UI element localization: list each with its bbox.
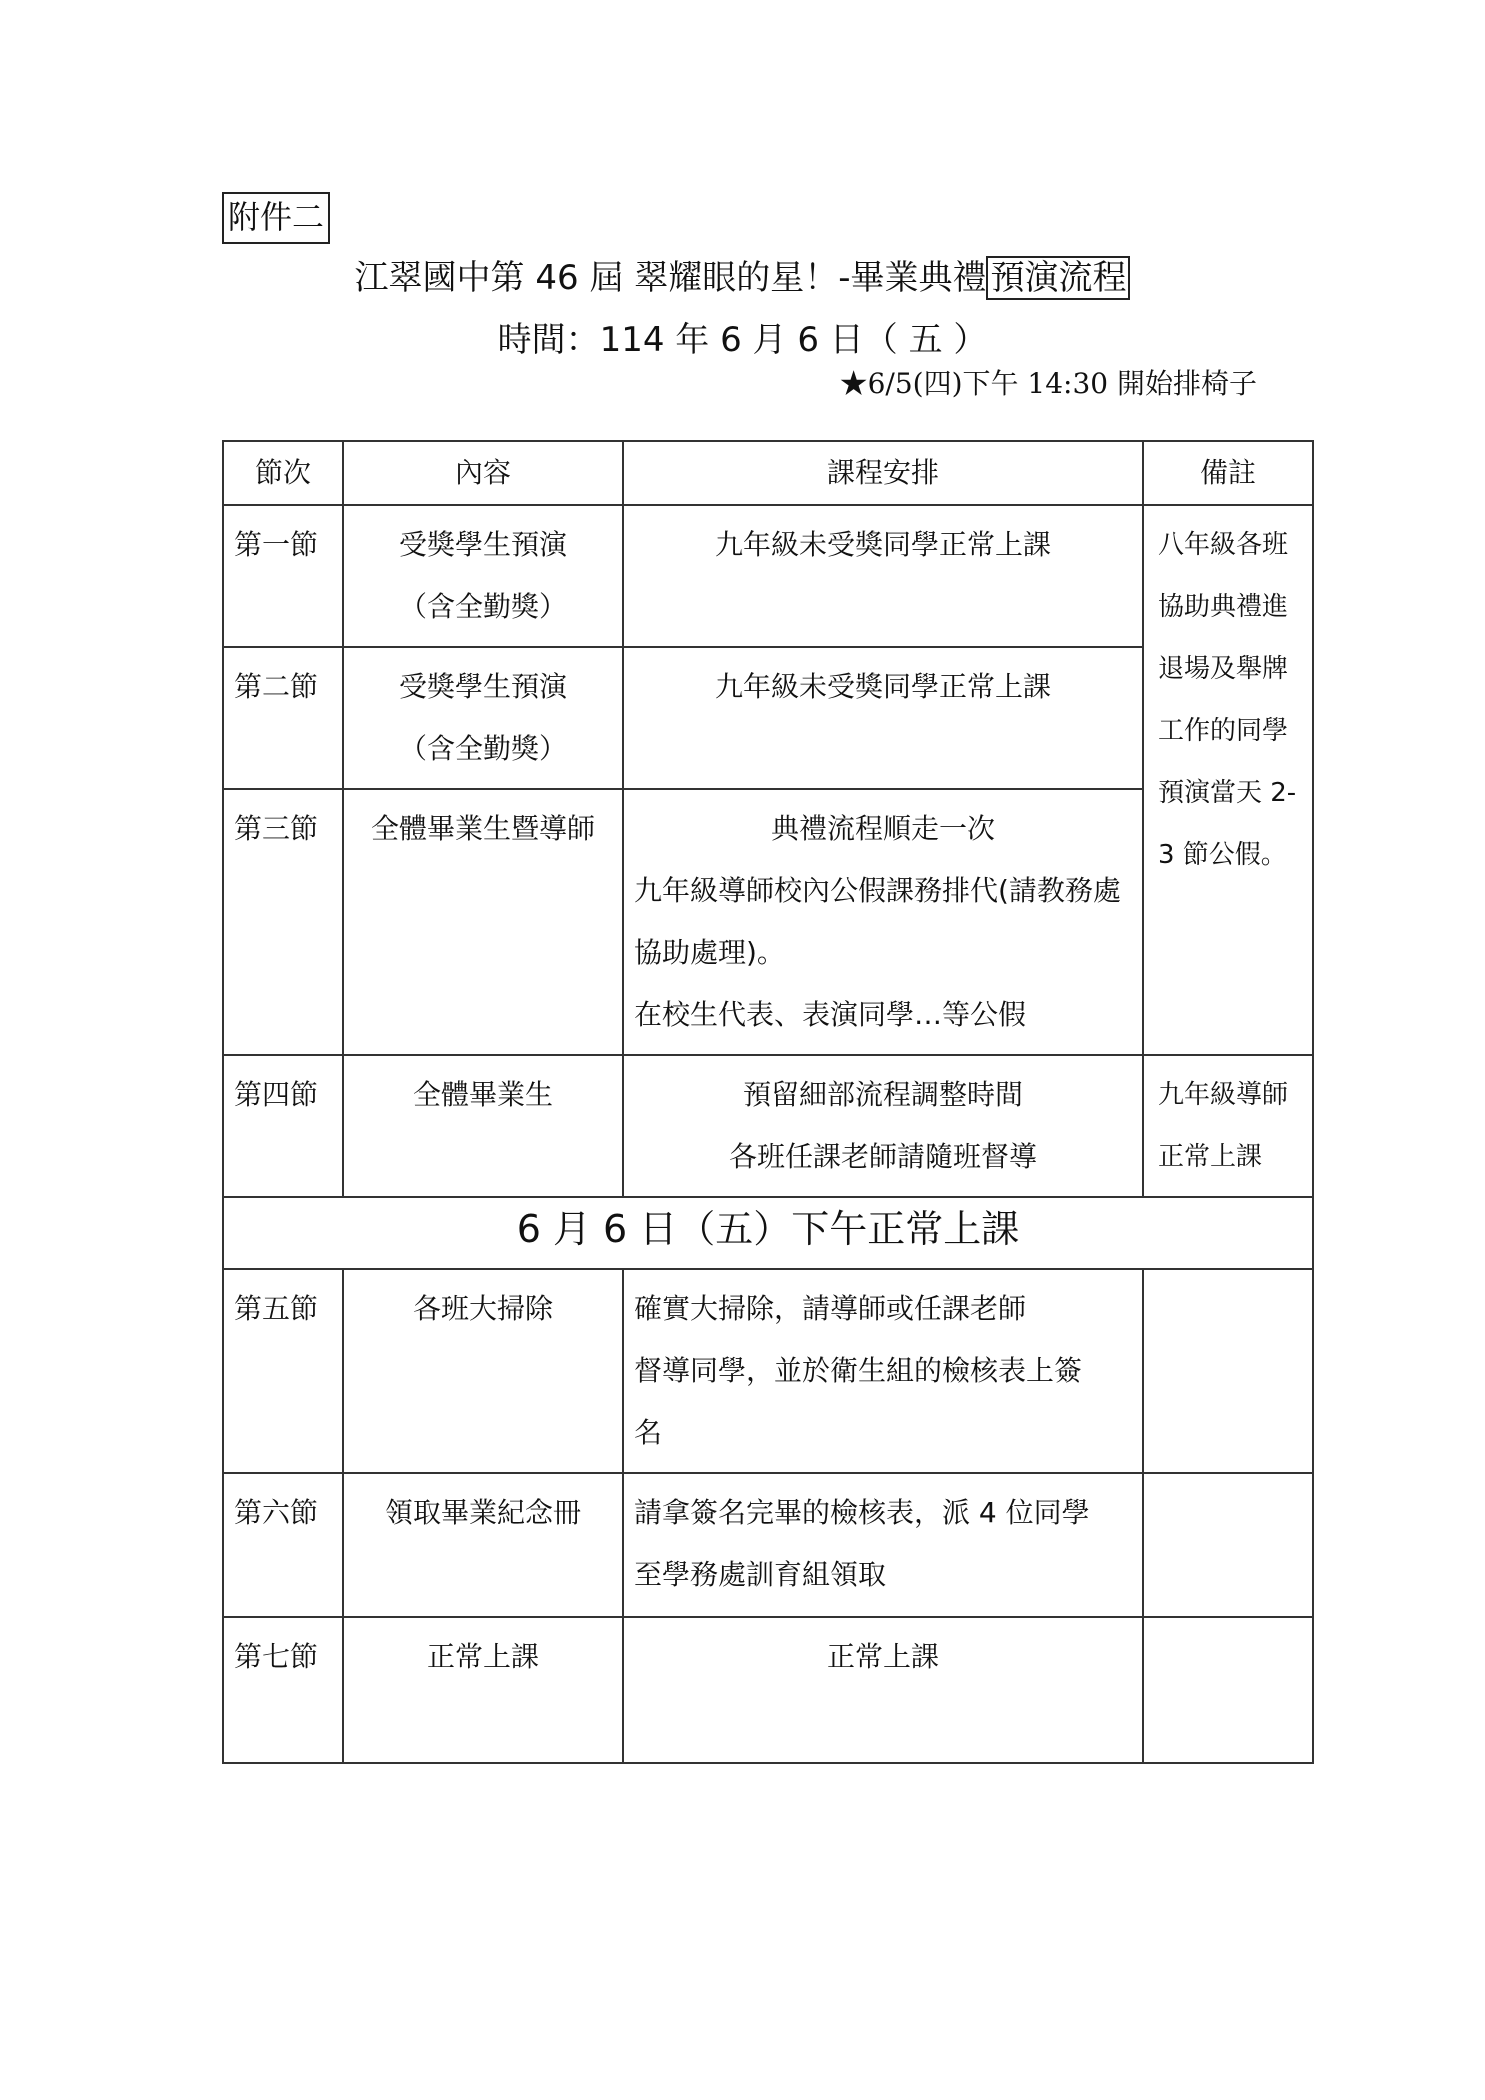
- period-cell: 第一節: [223, 505, 343, 647]
- arrangement-cell: [623, 505, 1143, 647]
- period-cell: 第六節: [223, 1473, 343, 1617]
- header-period: 節次: [223, 441, 343, 505]
- arrangement-cell: [623, 1269, 1143, 1473]
- remark-line: 預演當天 2-: [1158, 778, 1297, 808]
- header-remark: 備註: [1143, 441, 1313, 505]
- arrangement-line: 至學務處訓育組領取: [634, 1558, 887, 1591]
- remark-line: 退場及舉牌: [1158, 654, 1289, 684]
- content-cell: [343, 1473, 623, 1617]
- title-boxed: 預演流程: [986, 256, 1130, 300]
- arrangement-line: 各班任課老師請隨班督導: [728, 1140, 1037, 1173]
- table-row: [223, 1269, 1313, 1473]
- table-row: [223, 1473, 1313, 1617]
- remark-cell: [1143, 1269, 1313, 1473]
- arrangement-cell: [623, 789, 1143, 1055]
- arrangement-line: 典禮流程順走一次: [770, 812, 995, 845]
- arrangement-line: 預留細部流程調整時間: [742, 1078, 1023, 1111]
- arrangement-line: 九年級未受獎同學正常上課: [714, 528, 1051, 561]
- content-line: 受獎學生預演: [398, 670, 567, 703]
- content-cell: [343, 1055, 623, 1197]
- remark-cell: [1143, 1055, 1313, 1197]
- afternoon-banner-row: [223, 1197, 1313, 1269]
- header-arrangement: 課程安排: [623, 441, 1143, 505]
- attachment-label: 附件二: [222, 192, 330, 244]
- arrangement-line: 在校生代表、表演同學…等公假: [634, 998, 1027, 1031]
- arrangement-cell: [623, 647, 1143, 789]
- chair-note: ★6/5(四)下午 14:30 開始排椅子: [839, 367, 1257, 400]
- period-cell: 第四節: [223, 1055, 343, 1197]
- document-title: [0, 250, 1485, 306]
- arrangement-line: 九年級未受獎同學正常上課: [714, 670, 1051, 703]
- header-content: 內容: [343, 441, 623, 505]
- arrangement-cell: [623, 1617, 1143, 1763]
- content-cell: [343, 505, 623, 647]
- period-cell: 第五節: [223, 1269, 343, 1473]
- arrangement-line: 九年級導師校內公假課務排代(請教務處協助處理)。: [634, 874, 1121, 969]
- title-main: 江翠國中第 46 屆 翠耀眼的星！-畢業典禮: [354, 258, 987, 298]
- arrangement-cell: [623, 1473, 1143, 1617]
- content-line: 受獎學生預演: [398, 528, 567, 561]
- remark-line: 八年級各班: [1158, 530, 1289, 560]
- period-cell: 第二節: [223, 647, 343, 789]
- content-cell: [343, 1269, 623, 1473]
- content-line: 全體畢業生: [412, 1078, 553, 1111]
- remark-line: 3 節公假。: [1158, 840, 1287, 870]
- content-line: （含全勤獎）: [398, 590, 567, 623]
- arrangement-line: 督導同學，並於衛生組的檢核表上簽: [634, 1354, 1083, 1387]
- table-row: [223, 1617, 1313, 1763]
- content-cell: [343, 647, 623, 789]
- content-line: 正常上課: [426, 1640, 539, 1673]
- remark-line: 工作的同學: [1158, 716, 1289, 746]
- date-line: 時間：114 年 6 月 6 日（ 五 ）: [497, 320, 988, 360]
- table-row: [223, 505, 1313, 647]
- content-cell: [343, 1617, 623, 1763]
- period-cell: 第三節: [223, 789, 343, 1055]
- remark-cell: [1143, 1473, 1313, 1617]
- remark-line: 正常上課: [1158, 1142, 1263, 1172]
- afternoon-banner: 6 月 6 日（五）下午正常上課: [223, 1197, 1313, 1269]
- table-row: [223, 1055, 1313, 1197]
- remark-line: 協助典禮進: [1158, 592, 1289, 622]
- schedule-table: [222, 440, 1314, 1764]
- content-line: 領取畢業紀念冊: [384, 1496, 581, 1529]
- remark-cell: [1143, 505, 1313, 1055]
- arrangement-cell: [623, 1055, 1143, 1197]
- table-header-row: [223, 441, 1313, 505]
- arrangement-line: 請拿簽名完畢的檢核表，派 4 位同學: [634, 1496, 1090, 1529]
- arrangement-line: 正常上課: [826, 1640, 939, 1673]
- arrangement-line: 確實大掃除，請導師或任課老師: [634, 1292, 1027, 1325]
- content-line: （含全勤獎）: [398, 732, 567, 765]
- remark-cell: [1143, 1617, 1313, 1763]
- content-cell: [343, 789, 623, 1055]
- content-line: 全體畢業生暨導師: [370, 812, 595, 845]
- remark-line: 九年級導師: [1158, 1080, 1289, 1110]
- content-line: 各班大掃除: [412, 1292, 553, 1325]
- arrangement-line: 名: [634, 1416, 663, 1449]
- period-cell: 第七節: [223, 1617, 343, 1763]
